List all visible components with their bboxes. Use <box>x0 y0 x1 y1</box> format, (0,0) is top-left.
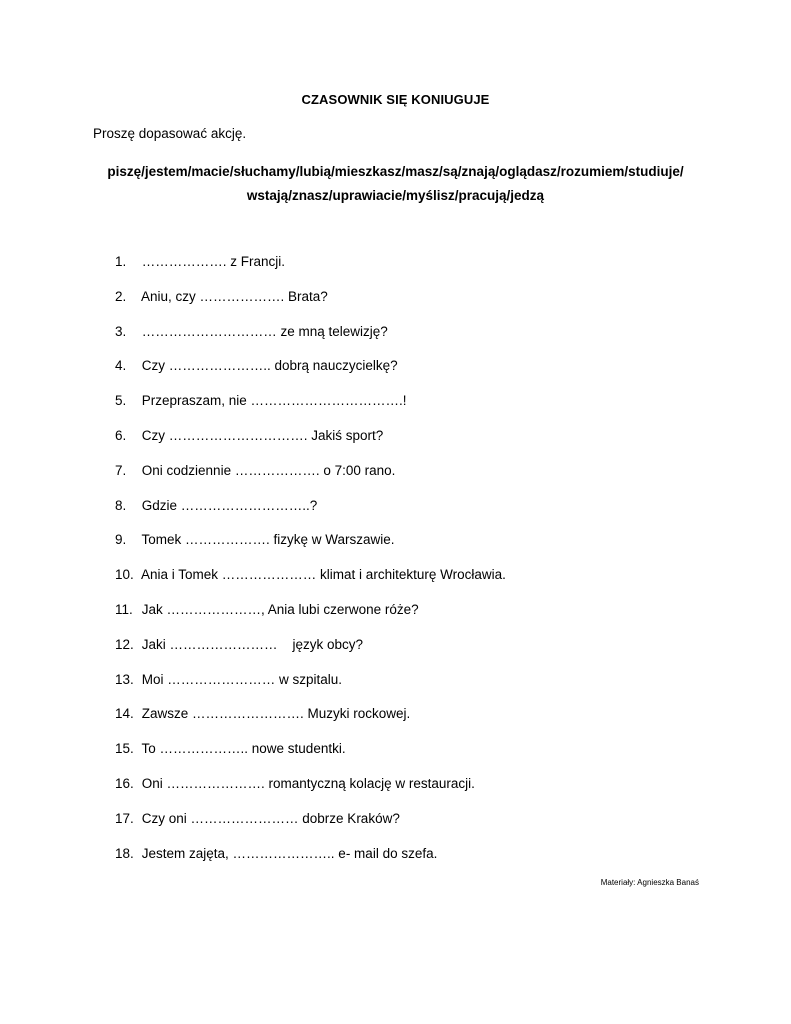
exercise-number: 9. <box>115 532 127 548</box>
exercise-item <box>115 635 506 670</box>
exercise-text: To ……………….. nowe studentki. <box>141 741 346 757</box>
exercise-number: 14. <box>115 706 134 722</box>
exercise-number: 4. <box>115 358 127 374</box>
exercise-number: 3. <box>115 323 127 339</box>
exercise-number: 12. <box>115 636 134 652</box>
exercise-text: Tomek ………………. fizykę w Warszawie. <box>141 532 395 548</box>
exercise-text: Ania i Tomek ………………… klimat i architekturę Wrocławia. <box>141 567 506 583</box>
exercise-number: 13. <box>115 671 134 687</box>
exercise-number: 7. <box>115 462 127 478</box>
exercise-item <box>115 322 506 357</box>
exercise-item <box>115 809 506 844</box>
exercise-number: 18. <box>115 845 134 861</box>
exercise-text: Jak …………………, Ania lubi czerwone róże? <box>141 601 419 617</box>
exercise-number: 1. <box>115 254 127 269</box>
exercise-text: Oni codziennie ………………. o 7:00 rano. <box>141 462 396 478</box>
exercise-number: 8. <box>115 497 127 513</box>
exercise-item <box>115 739 506 774</box>
exercise-number: 17. <box>115 810 134 826</box>
exercise-item <box>115 461 506 496</box>
exercise-text: Gdzie ………………………..? <box>141 497 318 513</box>
exercise-number: 5. <box>115 393 127 409</box>
page-title: CZASOWNIK SIĘ KONIUGUJE <box>301 92 490 107</box>
exercise-text: ………………………… ze mną telewizję? <box>141 323 388 339</box>
exercise-text: ………………. z Francji. <box>141 254 286 269</box>
exercise-text: Moi …………………… w szpitalu. <box>141 671 343 687</box>
exercise-text: Jestem zajęta, ………………….. e- mail do szefa. <box>141 845 438 861</box>
exercise-item <box>115 391 506 426</box>
exercise-number: 2. <box>115 288 127 304</box>
word-bank <box>60 160 731 208</box>
exercise-number: 16. <box>115 775 134 791</box>
exercise-text: Jaki …………………… język obcy? <box>141 636 364 652</box>
exercise-item <box>115 530 506 565</box>
instruction-text: Proszę dopasować akcję. <box>93 126 247 141</box>
credit-text: Materiały: Agnieszka Banaś <box>600 878 699 887</box>
exercise-text: Przepraszam, nie …………………………….! <box>141 393 407 409</box>
exercise-text: Czy ………………….. dobrą nauczycielkę? <box>141 358 398 374</box>
exercise-item <box>115 774 506 809</box>
exercise-item <box>115 496 506 531</box>
word-bank-line-1: piszę/jestem/macie/słuchamy/lubią/mieszkasz/masz/są/znają/oglądasz/rozumiem/studiuje/ <box>107 164 684 179</box>
exercise-text: Aniu, czy ………………. Brata? <box>141 288 328 304</box>
exercise-text: Czy …………………………. Jakiś sport? <box>141 427 384 443</box>
exercise-text: Zawsze ……………………. Muzyki rockowej. <box>141 706 411 722</box>
exercise-item <box>115 426 506 461</box>
exercise-item <box>115 356 506 391</box>
exercise-number: 15. <box>115 741 134 757</box>
exercise-item <box>115 252 506 287</box>
exercise-text: Oni …………………. romantyczną kolację w restauracji. <box>141 775 475 791</box>
exercise-item <box>115 704 506 739</box>
exercise-item <box>115 670 506 705</box>
word-bank-line-2: wstają/znasz/uprawiacie/myślisz/pracują/jedzą <box>246 188 545 203</box>
exercise-number: 11. <box>115 601 133 617</box>
exercise-item <box>115 844 506 879</box>
exercise-number: 10. <box>115 567 134 583</box>
exercise-item <box>115 565 506 600</box>
exercise-text: Czy oni …………………… dobrze Kraków? <box>141 810 400 826</box>
exercise-item <box>115 600 506 635</box>
exercise-item <box>115 287 506 322</box>
exercise-list <box>115 252 506 878</box>
exercise-number: 6. <box>115 427 127 443</box>
